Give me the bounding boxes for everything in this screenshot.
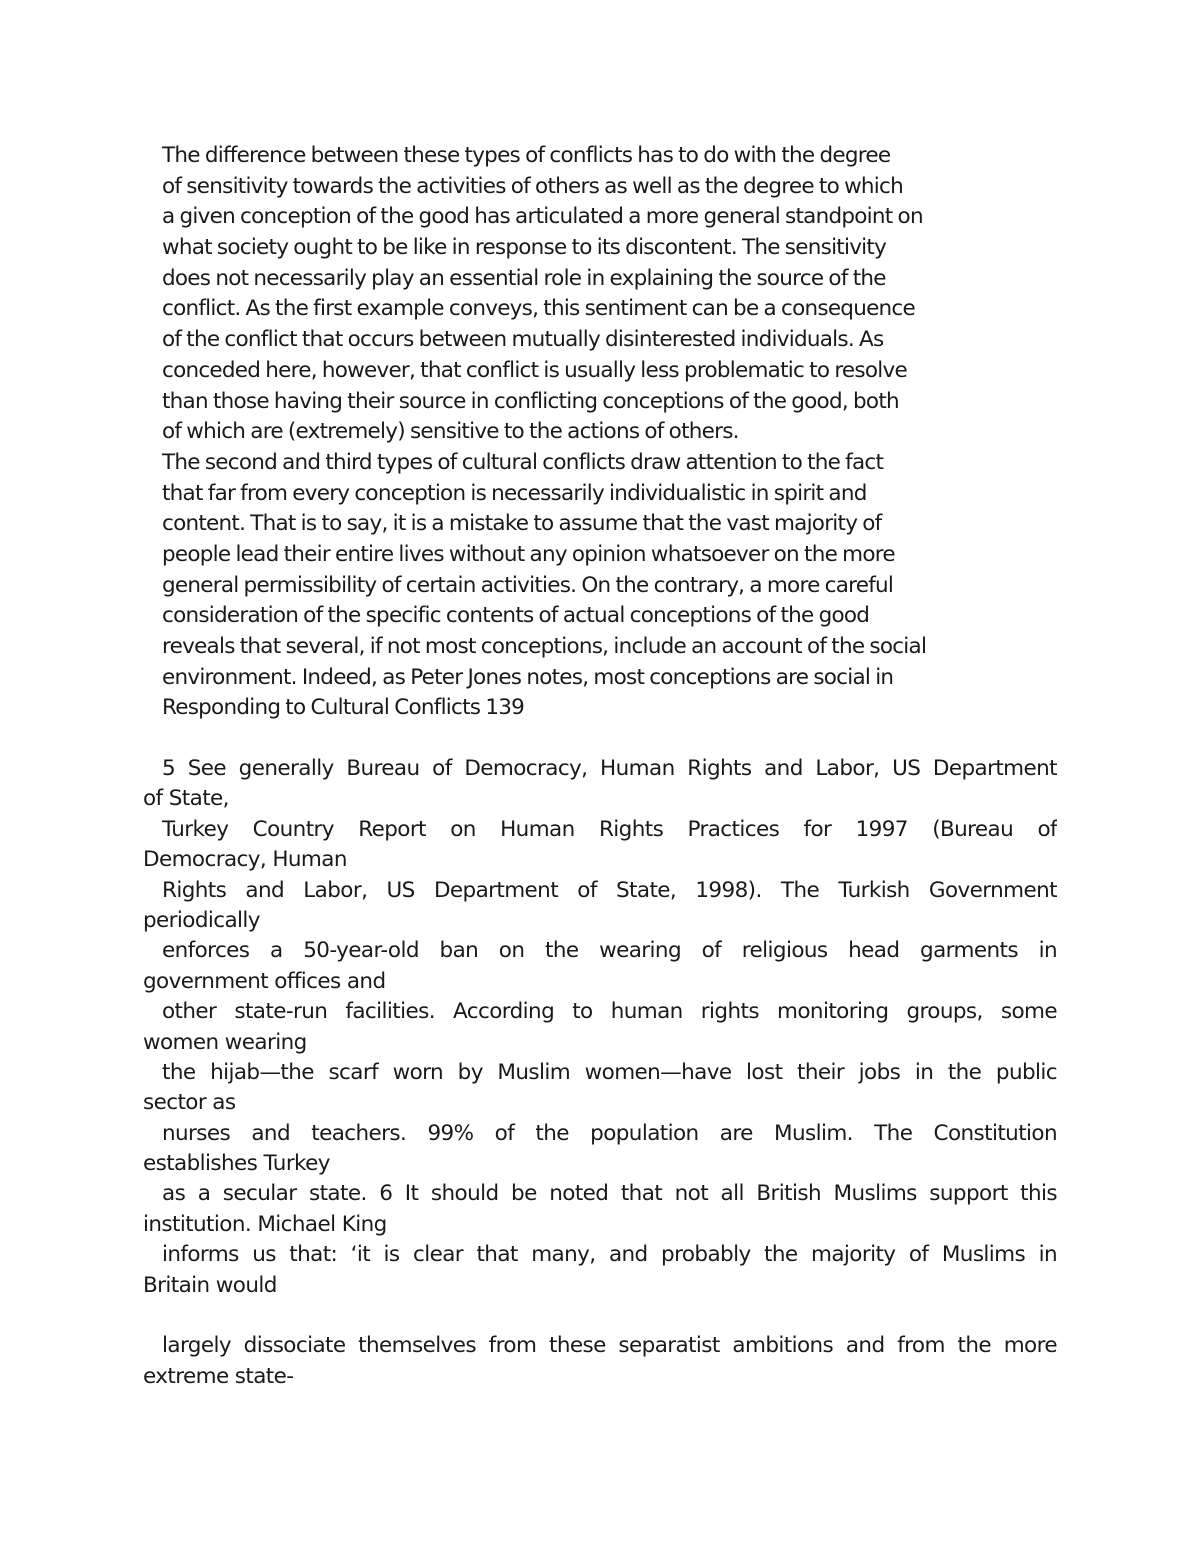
footnote-line-start: as a secular state. 6 It should be noted that not all British Muslims support this — [162, 1181, 1057, 1207]
footnotes — [143, 754, 1057, 1392]
footnote-line — [143, 1331, 1057, 1392]
footnote-line — [143, 1119, 1057, 1180]
body-line: that far from every conception is necessarily individualistic in spirit and — [162, 480, 867, 506]
body-line: of which are (extremely) sensitive to the actions of others. — [162, 419, 739, 445]
footnote-line-wrap: periodically — [143, 907, 260, 933]
body-line: people lead their entire lives without any opinion whatsoever on the more — [162, 541, 895, 567]
body-line: The second and third types of cultural conflicts draw attention to the fact — [162, 449, 884, 475]
footnote-line-wrap: women wearing — [143, 1029, 307, 1055]
footnote-line-start: Rights and Labor, US Department of State, 1998). The Turkish Government — [162, 877, 1057, 903]
body-line: consideration of the specific contents of actual conceptions of the good — [162, 603, 870, 629]
footnote-line — [143, 1058, 1057, 1119]
footnote-line — [143, 1179, 1057, 1240]
footnote-line-start: nurses and teachers. 99% of the population are Muslim. The Constitution — [162, 1120, 1057, 1146]
body-line: what society ought to be like in response to its discontent. The sensitivity — [162, 235, 887, 261]
footnote-line — [143, 997, 1057, 1058]
footnote-line-wrap: sector as — [143, 1090, 236, 1116]
body-line: than those having their source in conflicting conceptions of the good, both — [162, 388, 899, 414]
body-line: environment. Indeed, as Peter Jones notes, most conceptions are social in — [162, 664, 894, 690]
footnote-line-start: the hijab—the scarf worn by Muslim women—have lost their jobs in the public — [162, 1059, 1057, 1085]
body-line: conflict. As the first example conveys, this sentiment can be a consequence — [162, 296, 915, 322]
body-line: reveals that several, if not most conceptions, include an account of the social — [162, 634, 927, 659]
body-line: does not necessarily play an essential role in explaining the source of the — [162, 265, 886, 291]
footnote-line-wrap: of State, — [143, 786, 229, 812]
footnote-line — [143, 1240, 1057, 1301]
footnote-line-wrap: institution. Michael King — [143, 1211, 387, 1237]
footnote-line-start: 5 See generally Bureau of Democracy, Human Rights and Labor, US Department — [162, 756, 1057, 781]
footnote-line-start: informs us that: ‘it is clear that many, and probably the majority of Muslims in — [162, 1242, 1057, 1268]
footnote-line-wrap: government offices and — [143, 968, 386, 994]
footnote-line-start: other state-run facilities. According to human rights monitoring groups, some — [162, 999, 1057, 1025]
footnote-line — [143, 876, 1057, 937]
footnote-line-start: largely dissociate themselves from these separatist ambitions and from the more — [162, 1333, 1057, 1359]
footnote-line-wrap: extreme state- — [143, 1363, 294, 1389]
body-line: of the conflict that occurs between mutually disinterested individuals. As — [162, 327, 884, 353]
body-line: of sensitivity towards the activities of others as well as the degree to which — [162, 173, 903, 199]
footnote-line — [143, 754, 1057, 815]
footnote-line-start: enforces a 50-year-old ban on the wearing of religious head garments in — [162, 938, 1057, 964]
body-line: a given conception of the good has articulated a more general standpoint on — [162, 204, 923, 230]
footnote-line-wrap: Britain would — [143, 1272, 277, 1298]
running-footer: Responding to Cultural Conflicts 139 — [162, 695, 525, 721]
footnote-line-wrap: establishes Turkey — [143, 1151, 330, 1177]
footnote-gap — [143, 1301, 1057, 1331]
footnote-line — [143, 815, 1057, 876]
footnote-line-wrap: Democracy, Human — [143, 847, 347, 873]
footnote-line-start: Turkey Country Report on Human Rights Practices for 1997 (Bureau of — [162, 816, 1057, 842]
body-paragraphs — [162, 141, 1082, 724]
body-line: content. That is to say, it is a mistake to assume that the vast majority of — [162, 511, 882, 537]
body-line: general permissibility of certain activities. On the contrary, a more careful — [162, 572, 894, 598]
body-line: conceded here, however, that conflict is usually less problematic to resolve — [162, 357, 907, 383]
footnote-line — [143, 936, 1057, 997]
body-line: The difference between these types of conflicts has to do with the degree — [162, 143, 891, 168]
